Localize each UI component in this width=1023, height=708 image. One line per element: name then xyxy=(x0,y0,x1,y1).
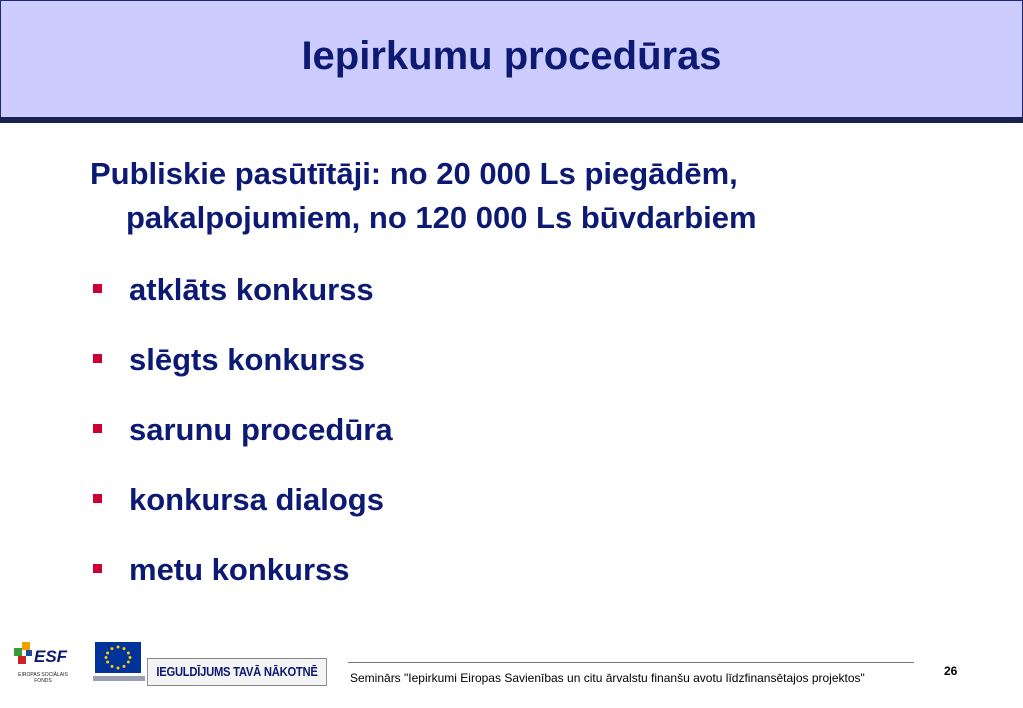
bullet-item: metu konkurss xyxy=(90,548,393,618)
intro-text xyxy=(90,152,950,240)
esf-caption: EIROPAS SOCIĀLAIS FONDS xyxy=(18,672,68,684)
eu-flag-icon xyxy=(95,642,141,673)
page-number: 26 xyxy=(944,664,958,678)
bullet-item: slēgts konkurss xyxy=(90,338,393,408)
footer-divider xyxy=(348,662,914,663)
bullet-square-icon xyxy=(93,284,102,293)
bullet-square-icon xyxy=(93,494,102,503)
bullet-square-icon xyxy=(93,564,102,573)
svg-text:ESF: ESF xyxy=(34,647,68,666)
bullet-list xyxy=(90,268,393,618)
title-divider xyxy=(0,117,1023,123)
bullet-square-icon xyxy=(93,424,102,433)
bullet-square-icon xyxy=(93,354,102,363)
intro-line-1: Publiskie pasūtītāji: no 20 000 Ls piegādēm, xyxy=(90,156,738,191)
intro-line-2: pakalpojumiem, no 120 000 Ls būvdarbiem xyxy=(126,200,757,235)
slide-title: Iepirkumu procedūras xyxy=(301,34,722,78)
title-bar xyxy=(0,0,1023,118)
eu-caption xyxy=(93,676,145,681)
seminar-footer-text: Seminārs "Iepirkumi Eiropas Savienības un citu ārvalstu finanšu avotu līdzfinansētajos projektos" xyxy=(350,671,865,685)
bullet-item: atklāts konkurss xyxy=(90,268,393,338)
investment-banner: IEGULDĪJUMS TAVĀ NĀKOTNĒ xyxy=(147,658,327,686)
bullet-item: sarunu procedūra xyxy=(90,408,393,478)
bullet-item: konkursa dialogs xyxy=(90,478,393,548)
